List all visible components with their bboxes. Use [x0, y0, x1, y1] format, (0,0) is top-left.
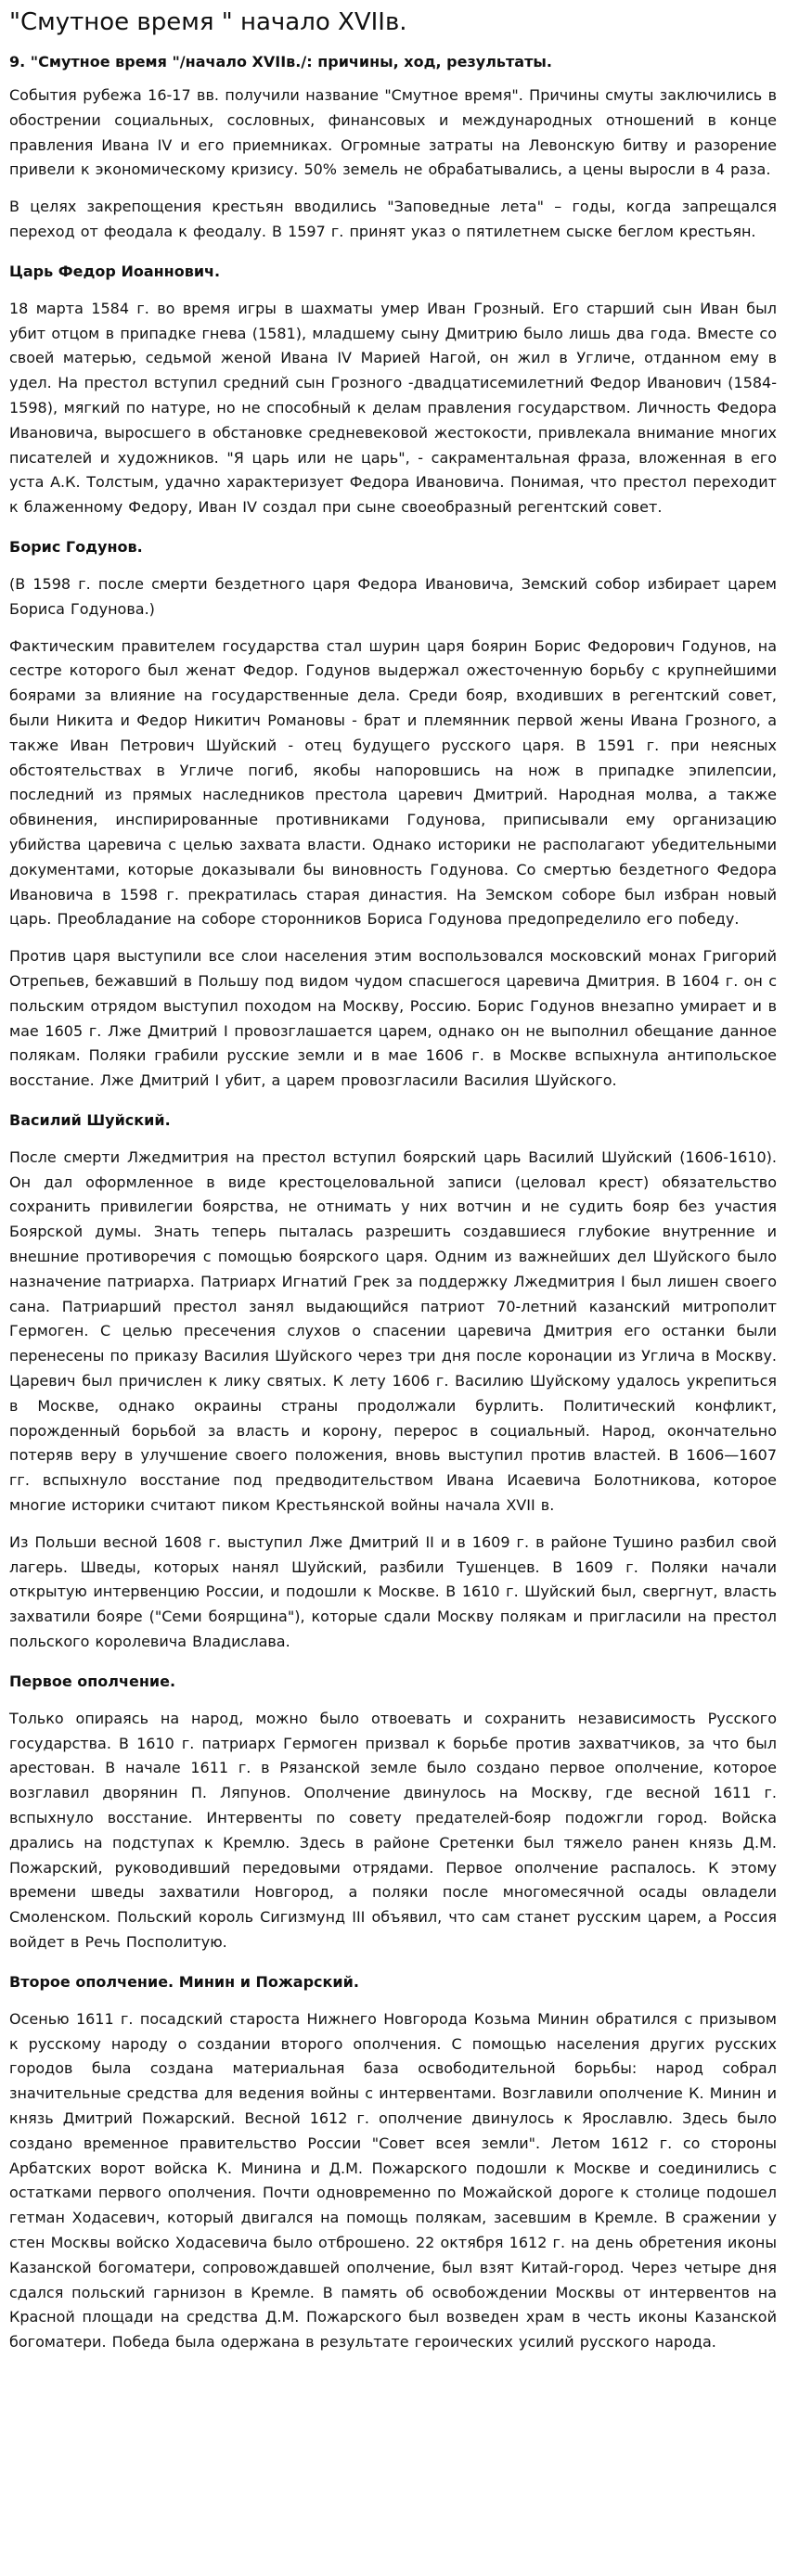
page-title: "Смутное время " начало XVIIв. — [9, 8, 407, 36]
intro-paragraph: В целях закрепощения крестьян вводились "Заповедные лета" – годы, когда запрещался переход от феодала к феодалу. В 1597 г. принят указ о пятилетнем сыске беглом крестьян. — [9, 198, 777, 240]
section-paragraph: Против царя выступили все слои населения этим воспользовался московский монах Григорий Отрепьев, бежавший в Польшу под видом чудом спасшегося царевича Дмитрия. В 1604 г. он с польским отрядом выступил походом на Москву, Россию. Борис Годунов внезапно умирает и в мае 1605 г. Лже Дмитрий I провозглашается царем, однако он не выполнил обещание данное полякам. Поляки грабили русские земли и в мае 1606 г. в Москве вспыхнула антипольское восстание. Лже Дмитрий I убит, а царем провозгласили Василия Шуйского. — [9, 947, 777, 1090]
section-paragraph: 18 марта 1584 г. во время игры в шахматы умер Иван Грозный. Его старший сын Иван был убит отцом в припадке гнева (1581), младшему сыну Дмитрию было лишь два года. Вместе со своей матерью, седьмой женой Ивана IV Марией Нагой, он жил в Угличе, отданном ему в удел. На престол вступил средний сын Грозного -двадцатисемилетний Федор Иванович (1584-1598), мягкий по натуре, но не способный к делам правления государством. Личность Федора Ивановича, выросшего в обстановке средневековой жестокости, привлекала внимание многих писателей и художников. "Я царь или не царь", - сакраментальная фраза, вложенная в его уста А.К. Толстым, удачно характеризует Федора Ивановича. Понимая, что престол переходит к блаженному Федору, Иван IV создал при сыне своеобразный регентский совет. — [9, 299, 777, 517]
section-first-militia — [9, 1672, 777, 1955]
section-fedor — [9, 262, 777, 520]
document-heading: 9. "Смутное время "/начало XVIIв./: причины, ход, результаты. — [9, 53, 552, 70]
section-godunov — [9, 537, 777, 1094]
section-paragraph: (В 1598 г. после смерти бездетного царя Федора Ивановича, Земский собор избирает царем Бориса Годунова.) — [9, 574, 777, 618]
section-heading: Борис Годунов. — [9, 537, 143, 556]
section-heading: Первое ополчение. — [9, 1672, 176, 1690]
section-second-militia — [9, 1972, 777, 2355]
section-heading: Василий Шуйский. — [9, 1110, 171, 1129]
section-paragraph: Фактическим правителем государства стал шурин царя боярин Борис Федорович Годунов, на сестре которого был женат Федор. Годунов выдержал ожесточенную борьбу с крупнейшими боярами за влияние на государственные дела. Среди бояр, входивших в регентский совет, были Никита и Федор Никитич Романовы - брат и племянник первой жены Ивана Грозного, а также Иван Петрович Шуйский - отец будущего русского царя. В 1591 г. при неясных обстоятельствах в Угличе погиб, якобы напоровшись на нож в припадке эпилепсии, последний из прямых наследников престола царевич Дмитрий. Народная молва, а также обвинения, инспирированные противниками Годунова, приписывали ему организацию убийства царевича с целью захвата власти. Однако историки не располагают убедительными документами, которые доказывали бы виновность Годунова. Со смертью бездетного Федора Ивановича в 1598 г. прекратилась старая династия. На Земском соборе был избран новый царь. Преобладание на соборе сторонников Бориса Годунова предопределило его победу. — [9, 636, 777, 929]
section-paragraph: После смерти Лжедмитрия на престол вступил боярский царь Василий Шуйский (1606-1610). Он дал оформленное в виде крестоцеловальной записи (целовал крест) обязательство сохранить привилегии боярства, не отнимать у них вотчин и не судить бояр без участия Боярской думы. Знать теперь пыталась разрешить создавшиеся глубокие внутренние и внешние противоречия с помощью боярского царя. Одним из важнейших дел Шуйского было назначение патриарха. Патриарх Игнатий Грек за поддержку Лжедмитрия I был лишен своего сана. Патриарший престол занял выдающийся патриот 70-летний казанский митрополит Гермоген. С целью пресечения слухов о спасении царевича Дмитрия его останки были перенесены по приказу Василия Шуйского через три дня после коронации из Углича в Москву. Царевич был причислен к лику святых. К лету 1606 г. Василию Шуйскому удалось укрепиться в Москве, однако окраины страны продолжали бурлить. Политический конфликт, порожденный борьбой за власть и корону, перерос в социальный. Народ, окончательно потеряв веру в улучшение своего положения, вновь выступил против властей. В 1606—1607 гг. вспыхнуло восстание под предводительством Ивана Исаевича Болотникова, которое многие историки считают пиком Крестьянской войны начала XVII в. — [9, 1147, 777, 1515]
section-paragraph: Осенью 1611 г. посадский староста Нижнего Новгорода Козьма Минин обратился с призывом к русскому народу о создании второго ополчения. С помощью населения других русских городов была создана материальная база освободительной борьбы: народ собрал значительные средства для ведения войны с интервентами. Возглавили ополчение К. Минин и князь Дмитрий Пожарский. Весной 1612 г. ополчение двинулось к Ярославлю. Здесь было создано временное правительство России "Совет всея земли". Летом 1612 г. со стороны Арбатских ворот войска К. Минина и Д.М. Пожарского подошли к Москве и соединились с остатками первого ополчения. Почти одновременно по Можайской дороге к столице подошел гетман Ходасевич, который двигался на помощь полякам, засевшим в Кремле. В сражении у стен Москвы войско Ходасевича было отброшено. 22 октября 1612 г. на день обретения иконы Казанской богоматери, сопровождавшей ополчение, был взят Китай-город. Через четыре дня сдался польский гарнизон в Кремле. В память об освобождении Москвы от интервентов на Красной площади на средства Д.М. Пожарского был возведен храм в честь иконы Казанской богоматери. Победа была одержана в результате героических усилий русского народа. — [9, 2009, 777, 2352]
section-paragraph: Только опираясь на народ, можно было отвоевать и сохранить независимость Русского государства. В 1610 г. патриарх Гермоген призвал к борьбе против захватчиков, за что был арестован. В начале 1611 г. в Рязанской земле было создано первое ополчение, которое возглавил дворянин П. Ляпунов. Ополчение двинулось на Москву, где весной 1611 г. вспыхнуло восстание. Интервенты по совету предателей-бояр подожгли город. Войска дрались на подступах к Кремлю. Здесь в районе Сретенки был тяжело ранен князь Д.М. Пожарский, руководивший передовыми отрядами. Первое ополчение распалось. К этому времени шведы захватили Новгород, а поляки после многомесячной осады овладели Смоленском. Польский король Сигизмунд III объявил, что сам станет русским царем, а Россия войдет в Речь Посполитую. — [9, 1709, 777, 1951]
section-shuisky — [9, 1110, 777, 1655]
section-paragraph: Из Польши весной 1608 г. выступил Лже Дмитрий II и в 1609 г. в районе Тушино разбил свой лагерь. Шведы, которых нанял Шуйский, разбили Тушенцев. В 1609 г. Поляки начали открытую интервенцию России, и подошли к Москве. В 1610 г. Шуйский был, свергнут, власть захватили бояре ("Семи боярщина"), которые сдали Москву полякам и пригласили на престол польского королевича Владислава. — [9, 1532, 777, 1651]
section-heading: Царь Федор Иоаннович. — [9, 262, 221, 280]
section-heading: Второе ополчение. Минин и Пожарский. — [9, 1972, 359, 1991]
intro-paragraph: События рубежа 16-17 вв. получили название "Смутное время". Причины смуты заключились в обострении социальных, сословных, финансовых и международных отношений в конце правления Ивана IV и его приемниках. Огромные затраты на Левонскую битву и разорение привели к экономическому кризису. 50% земель не обрабатывались, а цены выросли в 4 раза. — [9, 86, 777, 179]
